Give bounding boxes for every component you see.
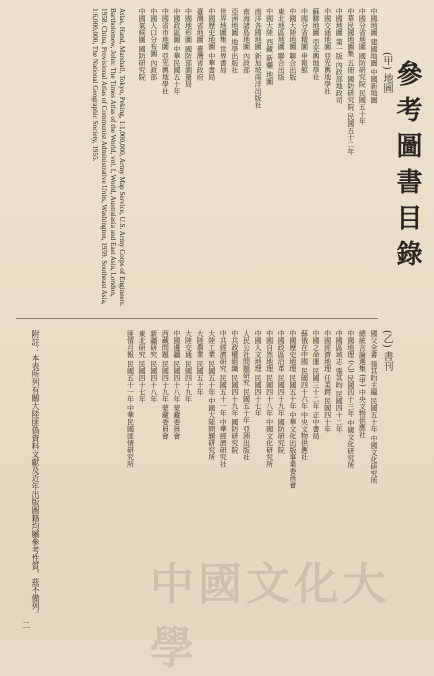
book-entry: 中國邊疆 民國四十八年 蒙藏委員會: [172, 330, 181, 440]
book-entry: 中共經濟研究 民國五十一年 中華經濟研究社: [219, 330, 228, 468]
book-entry: 總統言論選集 (甲) 中央文物供應社: [358, 330, 367, 438]
map-entry: 中國大陸地圖 聯合出版: [288, 8, 297, 81]
map-list: [120, 8, 378, 303]
map-entry: 中國地圖 建國地圖 中國新地圖: [370, 8, 378, 104]
map-entry: 中國政區圖 中華民國五十年: [172, 8, 181, 95]
map-entry: 中華民國地圖集 五冊 國防研究院 民國五十二年: [346, 8, 355, 155]
book-entry: 西藏問題 民國四十九年 蒙藏委員會: [161, 330, 170, 440]
map-entry: 亞洲地圖 地學出版社: [230, 8, 239, 74]
footnote: 附註：本表所列有關大陸匪偽資料文獻及近年出版圖籍均屬參考性質，茲不備列。: [31, 330, 40, 618]
map-entry: 中國省市地圖 亞光輿地學社: [161, 8, 170, 95]
book-entry: 匪情月報 民國五十一年 中華民國匪情研究所: [126, 330, 135, 468]
map-entry: 東北地區地圖 聯合出版: [277, 8, 286, 81]
book-entry: 中國自然地理 民國四十八年 中國文化研究所: [265, 330, 274, 468]
map-entry: 中國地圖 第一版 內政部地政司: [335, 8, 344, 104]
book-entry: 中共政權組織 民國四十九年 國防研究院: [230, 330, 239, 454]
map-entry: 臺灣省地圖 臺灣省政府: [196, 8, 205, 81]
book-entry: 新疆研究 民國四十八年: [149, 330, 158, 403]
book-entry: 人民公社問題研究 民國五十年 亞洲出版社: [242, 330, 251, 461]
book-entry: 中國政區沿革 民國四十九年 國防研究院: [277, 330, 286, 454]
map-entry: 中國氣候圖 國防研究院: [138, 8, 147, 81]
book-entry: 中國區域志 張其昀 民國四十二年: [335, 330, 344, 433]
book-entry: 中國地理 (乙) 民國四十三年 中國文化研究所: [346, 330, 355, 469]
section-divider: [16, 318, 378, 319]
map-entry: 蘇聯地圖 亞光輿地學社: [312, 8, 321, 81]
book-entry: 蘇俄在中國 民國四十六年 中央文物供應社: [300, 330, 309, 461]
book-entry: 中國經濟地理 任美鍔 民國四十年: [323, 330, 332, 433]
map-entry: 中國分省精圖 申報館: [300, 8, 309, 74]
book-entry: 大陸交通 民國四十九年: [184, 330, 193, 403]
western-map-references: Atlas, Hand, Marshall, Tokyo, Peking, 1:1,000,000, Army Map Service, U.S. Army Corps of Engineers. Bartholomew, John: The Times Atlas of the World, vol. I, World, Australasia and East Asia, London, 1958. China, Provisional Atlas of Communist Administrative Units, Washington, 1959. Southeast Asia, 1:6,000,000, The National Geographic Society, 1955.: [91, 8, 126, 307]
map-entry: 中國地形圖 國防部測量局: [184, 8, 193, 88]
section-label-books: (乙) 書刊: [381, 330, 392, 371]
map-entry: 中國人口分布圖 內政部: [149, 8, 158, 81]
map-entry: 中國大陸 西藏 新疆 地圖: [265, 8, 274, 85]
book-entry: 中國歷史地理 民國五十年 中華文化出版事業委員會: [288, 330, 297, 489]
book-entry: 國父全書 張其昀主編 民國五十年 中國文化研究所: [370, 330, 378, 484]
map-entry: 中國歷史地圖 中華書局: [207, 8, 216, 81]
map-entry: 中國分省地圖 國防研究院 民國五十年: [358, 8, 367, 125]
page-title: 參考圖書目錄: [392, 60, 422, 276]
book-entry: 東北研究 民國四十七年: [138, 330, 147, 403]
book-entry: 大陸工業 民國五十年 中國大陸問題研究所: [207, 330, 216, 461]
book-entry: 大陸農業 民國五十年: [196, 330, 205, 396]
map-entry: 南洋各國地圖 新加坡南洋出版社: [254, 8, 263, 109]
watermark-logo: 中國文化大學: [150, 559, 390, 674]
map-entry: 南海諸島地圖 內政部: [242, 8, 251, 74]
book-entry: 中國人文地理 民國四十七年: [254, 330, 263, 417]
section-label-maps: (甲) 地圖: [381, 52, 392, 93]
map-entry: 世界地圖集 世界書局: [219, 8, 228, 74]
map-entry: 中國交通地圖 亞光輿地學社: [323, 8, 332, 95]
book-entry: 中國之命運 民國三十二年 正中書局: [312, 330, 321, 440]
page-number: 二: [22, 621, 30, 630]
